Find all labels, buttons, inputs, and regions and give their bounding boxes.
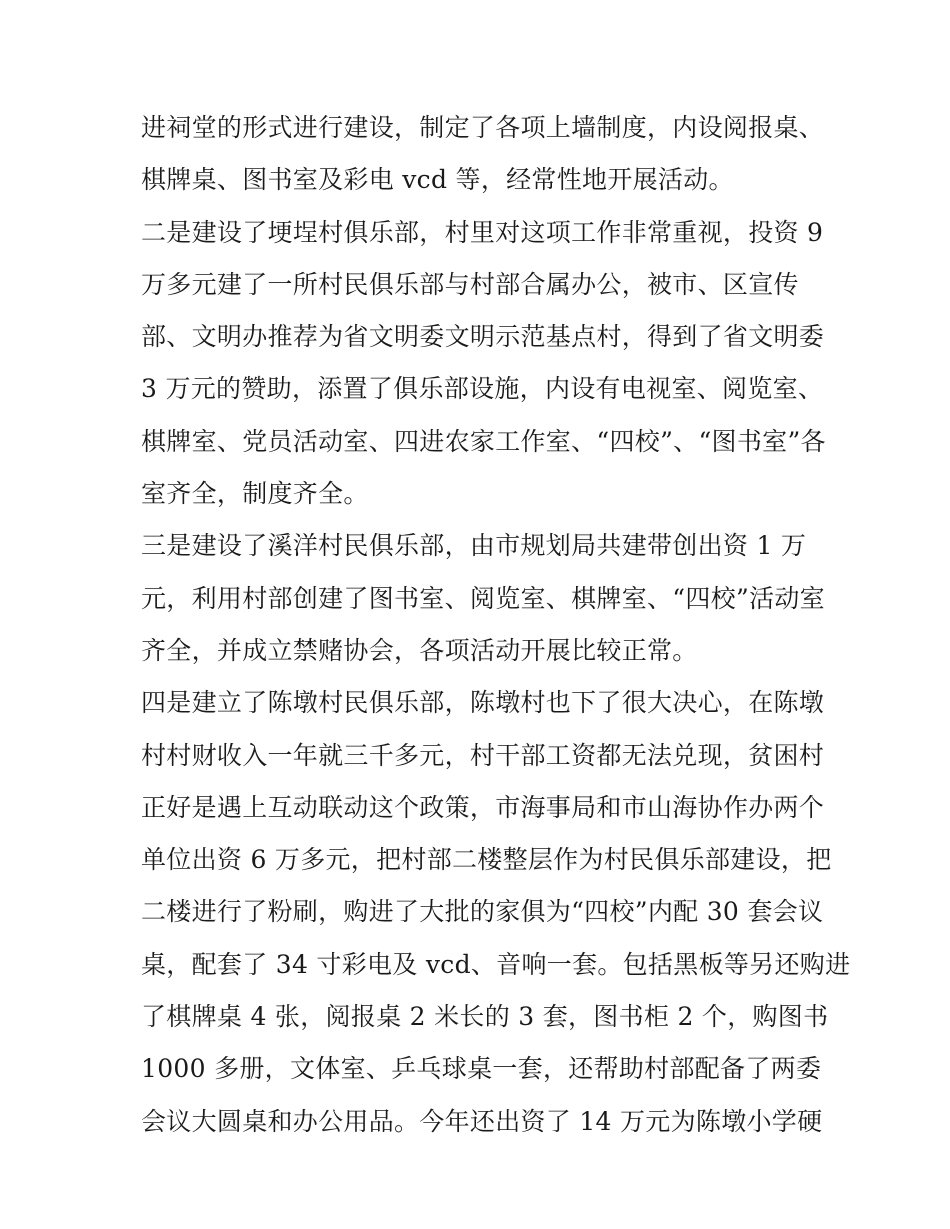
document-body xyxy=(141,102,851,1148)
text-line-14: 正好是遇上互动联动这个政策，市海事局和市山海协作办两个 xyxy=(141,792,825,822)
text-line-16: 二楼进行了粉刷，购进了大批的家俱为“四校”内配 30 套会议 xyxy=(141,897,824,927)
text-line-1: 进祠堂的形式进行建设，制定了各项上墙制度，内设阅报桌、 xyxy=(141,113,825,142)
text-line-13: 村村财收入一年就三千多元，村干部工资都无法兑现，贫困村 xyxy=(141,740,825,770)
text-line-10: 元，利用村部创建了图书室、阅览室、棋牌室、“四校”活动室 xyxy=(141,583,825,613)
text-line-3: 二是建设了埂埕村俱乐部，村里对这项工作非常重视，投资 9 xyxy=(141,217,824,247)
text-line-18: 了棋牌桌 4 张，阅报桌 2 米长的 3 套，图书柜 2 个，购图书 xyxy=(141,1002,829,1032)
text-line-12: 四是建立了陈墩村民俱乐部，陈墩村也下了很大决心，在陈墩 xyxy=(141,688,825,718)
text-line-19: 1000 多册，文体室、乒乓球桌一套，还帮助村部配备了两委 xyxy=(141,1054,822,1084)
text-line-8: 室齐全，制度齐全。 xyxy=(141,479,369,509)
text-line-20: 会议大圆桌和办公用品。今年还出资了 14 万元为陈墩小学硬 xyxy=(141,1106,823,1136)
text-line-4: 万多元建了一所村民俱乐部与村部合属办公，被市、区宣传 xyxy=(141,269,799,299)
text-line-9: 三是建设了溪洋村民俱乐部，由市规划局共建带创出资 1 万 xyxy=(141,531,807,561)
text-line-11: 齐全，并成立禁赌协会，各项活动开展比较正常。 xyxy=(141,635,698,665)
text-line-5: 部、文明办推荐为省文明委文明示范基点村，得到了省文明委 xyxy=(141,322,825,352)
text-line-6: 3 万元的赞助，添置了俱乐部设施，内设有电视室、阅览室、 xyxy=(141,374,824,404)
text-line-15: 单位出资 6 万多元，把村部二楼整层作为村民俱乐部建设，把 xyxy=(141,845,832,875)
text-line-7: 棋牌室、党员活动室、四进农家工作室、“四校”、“图书室”各 xyxy=(141,426,826,456)
text-line-2: 棋牌桌、图书室及彩电 vcd 等，经常性地开展活动。 xyxy=(141,165,734,195)
text-line-17: 桌，配套了 34 寸彩电及 vcd、音响一套。包括黑板等另还购进 xyxy=(141,949,851,979)
